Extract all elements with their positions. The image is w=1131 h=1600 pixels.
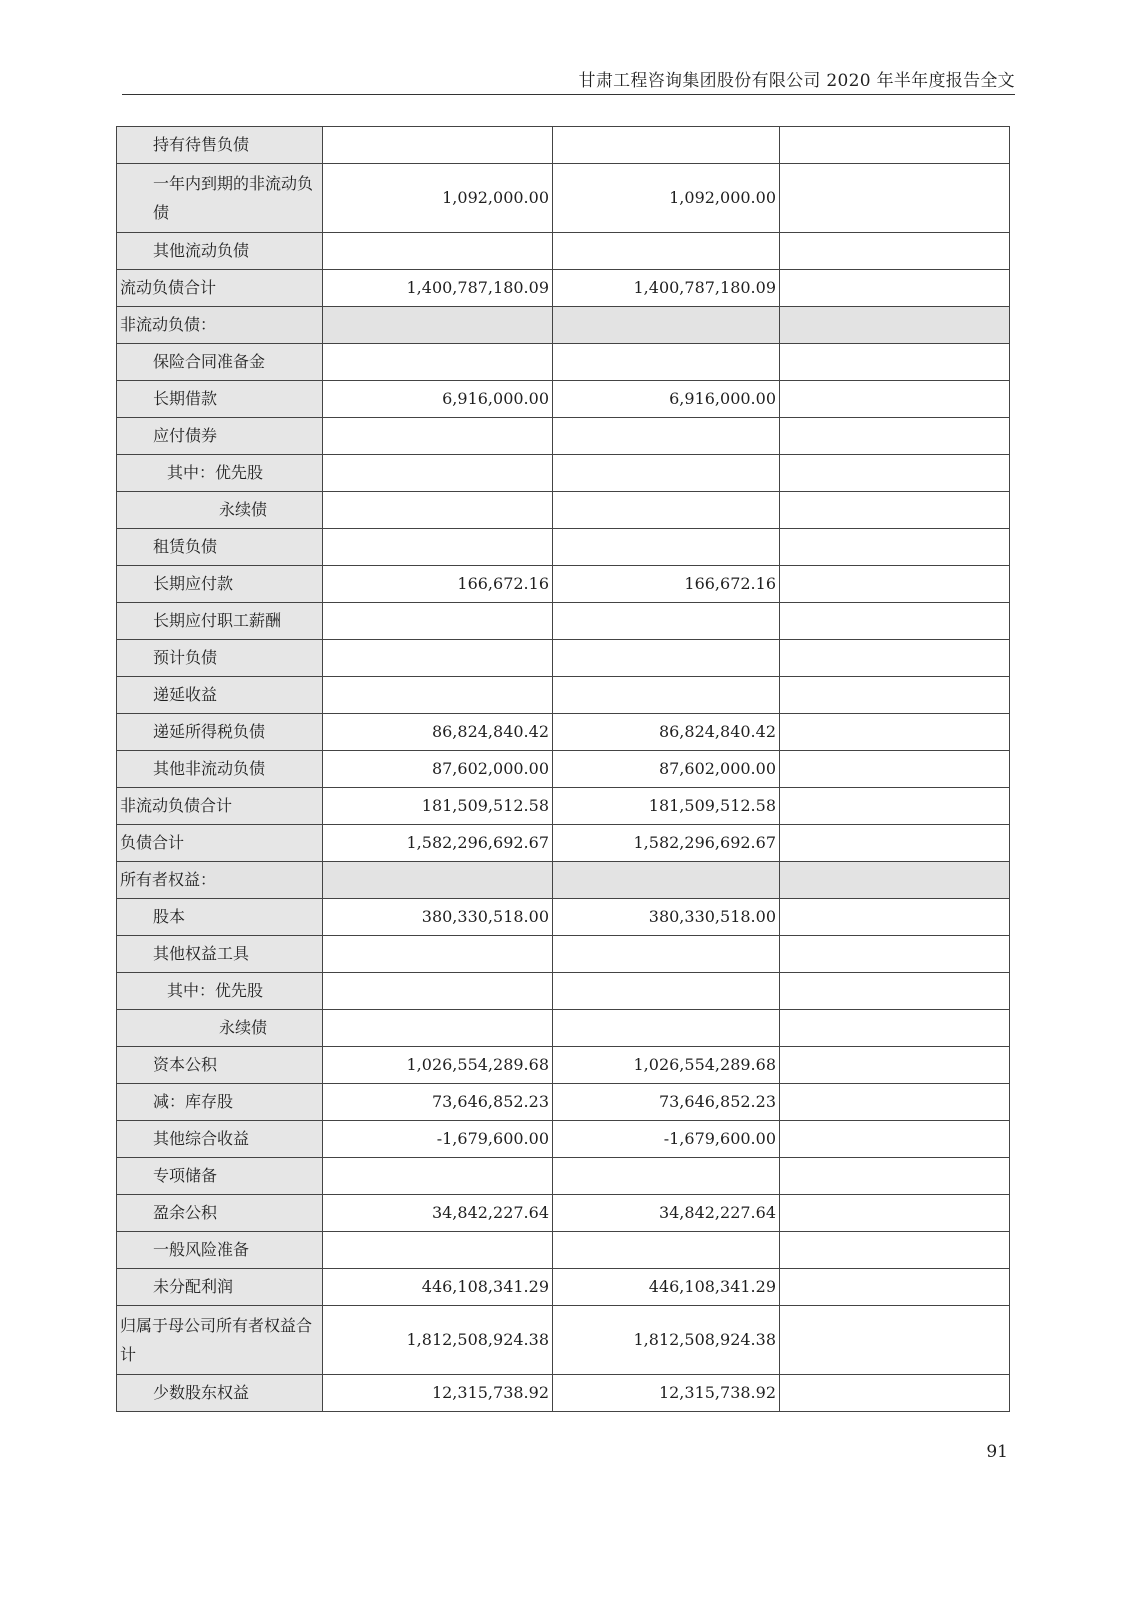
value-cell-period-start <box>553 307 780 344</box>
value-cell-adjustment <box>780 455 1010 492</box>
value-cell-adjustment <box>780 714 1010 751</box>
value-cell-period-start <box>553 455 780 492</box>
table-row <box>117 1269 1010 1306</box>
row-label: 专项储备 <box>117 1158 323 1195</box>
value-cell-period-start <box>553 492 780 529</box>
value-cell-adjustment <box>780 566 1010 603</box>
value-cell-period-start <box>553 233 780 270</box>
value-cell-period-start <box>553 1232 780 1269</box>
section-header-row <box>117 307 1010 344</box>
value-cell-adjustment <box>780 1084 1010 1121</box>
table-row <box>117 899 1010 936</box>
value-cell-period-start: 446,108,341.29 <box>553 1269 780 1306</box>
row-label: 其他综合收益 <box>117 1121 323 1158</box>
value-cell-period-end <box>323 1010 553 1047</box>
value-cell-period-end <box>323 640 553 677</box>
value-cell-period-end <box>323 1158 553 1195</box>
table-row <box>117 677 1010 714</box>
row-label: 非流动负债： <box>117 307 323 344</box>
value-cell-adjustment <box>780 418 1010 455</box>
value-cell-period-start <box>553 529 780 566</box>
value-cell-period-end <box>323 418 553 455</box>
value-cell-period-end <box>323 233 553 270</box>
value-cell-adjustment <box>780 899 1010 936</box>
row-label: 永续债 <box>117 1010 323 1047</box>
value-cell-period-start <box>553 127 780 164</box>
value-cell-adjustment <box>780 1269 1010 1306</box>
row-label: 保险合同准备金 <box>117 344 323 381</box>
value-cell-adjustment <box>780 1375 1010 1412</box>
value-cell-adjustment <box>780 492 1010 529</box>
value-cell-adjustment <box>780 788 1010 825</box>
value-cell-adjustment <box>780 825 1010 862</box>
table-row <box>117 1375 1010 1412</box>
balance-sheet-table <box>116 126 1010 1412</box>
row-label: 长期应付款 <box>117 566 323 603</box>
value-cell-period-start: 34,842,227.64 <box>553 1195 780 1232</box>
table-row <box>117 1084 1010 1121</box>
row-label: 资本公积 <box>117 1047 323 1084</box>
value-cell-period-end: 86,824,840.42 <box>323 714 553 751</box>
table-row <box>117 788 1010 825</box>
value-cell-period-start: 181,509,512.58 <box>553 788 780 825</box>
row-label: 长期借款 <box>117 381 323 418</box>
value-cell-period-start: 1,092,000.00 <box>553 164 780 233</box>
value-cell-period-end <box>323 1232 553 1269</box>
value-cell-adjustment <box>780 862 1010 899</box>
value-cell-adjustment <box>780 973 1010 1010</box>
value-cell-period-start: 12,315,738.92 <box>553 1375 780 1412</box>
value-cell-period-start: 1,582,296,692.67 <box>553 825 780 862</box>
row-label: 非流动负债合计 <box>117 788 323 825</box>
value-cell-period-end: 380,330,518.00 <box>323 899 553 936</box>
row-label: 盈余公积 <box>117 1195 323 1232</box>
table-row <box>117 127 1010 164</box>
row-label: 归属于母公司所有者权益合计 <box>117 1306 323 1375</box>
value-cell-period-start <box>553 344 780 381</box>
value-cell-adjustment <box>780 640 1010 677</box>
row-label: 其他流动负债 <box>117 233 323 270</box>
value-cell-adjustment <box>780 307 1010 344</box>
table-row <box>117 936 1010 973</box>
page-number: 91 <box>986 1442 1008 1462</box>
value-cell-period-end: 12,315,738.92 <box>323 1375 553 1412</box>
table-row <box>117 164 1010 233</box>
table-row <box>117 1010 1010 1047</box>
row-label: 递延收益 <box>117 677 323 714</box>
value-cell-adjustment <box>780 529 1010 566</box>
table-row <box>117 825 1010 862</box>
table-row <box>117 1121 1010 1158</box>
value-cell-period-end <box>323 127 553 164</box>
value-cell-period-end: 34,842,227.64 <box>323 1195 553 1232</box>
value-cell-adjustment <box>780 233 1010 270</box>
table-row <box>117 1306 1010 1375</box>
table-row <box>117 233 1010 270</box>
value-cell-period-start <box>553 603 780 640</box>
value-cell-period-start <box>553 973 780 1010</box>
header-divider <box>122 94 1015 95</box>
value-cell-period-end: 6,916,000.00 <box>323 381 553 418</box>
value-cell-period-start <box>553 936 780 973</box>
value-cell-period-start: 6,916,000.00 <box>553 381 780 418</box>
value-cell-period-start: -1,679,600.00 <box>553 1121 780 1158</box>
value-cell-adjustment <box>780 603 1010 640</box>
table-row <box>117 344 1010 381</box>
value-cell-adjustment <box>780 164 1010 233</box>
table-row <box>117 640 1010 677</box>
row-label: 所有者权益： <box>117 862 323 899</box>
value-cell-period-end: 1,026,554,289.68 <box>323 1047 553 1084</box>
value-cell-period-end: 166,672.16 <box>323 566 553 603</box>
value-cell-period-end: 446,108,341.29 <box>323 1269 553 1306</box>
value-cell-period-start: 1,812,508,924.38 <box>553 1306 780 1375</box>
table-row <box>117 455 1010 492</box>
value-cell-adjustment <box>780 936 1010 973</box>
value-cell-period-start <box>553 418 780 455</box>
value-cell-period-start: 87,602,000.00 <box>553 751 780 788</box>
value-cell-period-end <box>323 936 553 973</box>
value-cell-period-start: 166,672.16 <box>553 566 780 603</box>
table-row <box>117 270 1010 307</box>
row-label: 未分配利润 <box>117 1269 323 1306</box>
value-cell-period-end <box>323 862 553 899</box>
row-label: 其他权益工具 <box>117 936 323 973</box>
table-row <box>117 751 1010 788</box>
value-cell-adjustment <box>780 1158 1010 1195</box>
row-label: 流动负债合计 <box>117 270 323 307</box>
value-cell-adjustment <box>780 1195 1010 1232</box>
value-cell-period-end <box>323 455 553 492</box>
table-row <box>117 1195 1010 1232</box>
value-cell-period-start: 380,330,518.00 <box>553 899 780 936</box>
row-label: 减：库存股 <box>117 1084 323 1121</box>
value-cell-period-start <box>553 1158 780 1195</box>
row-label: 永续债 <box>117 492 323 529</box>
value-cell-period-start <box>553 862 780 899</box>
section-header-row <box>117 862 1010 899</box>
value-cell-period-end: 1,092,000.00 <box>323 164 553 233</box>
table-row <box>117 1158 1010 1195</box>
value-cell-adjustment <box>780 1306 1010 1375</box>
value-cell-period-end <box>323 603 553 640</box>
row-label: 其中：优先股 <box>117 455 323 492</box>
value-cell-period-end <box>323 529 553 566</box>
row-label: 少数股东权益 <box>117 1375 323 1412</box>
table-row <box>117 603 1010 640</box>
value-cell-adjustment <box>780 344 1010 381</box>
table-row <box>117 714 1010 751</box>
value-cell-period-end <box>323 973 553 1010</box>
row-label: 长期应付职工薪酬 <box>117 603 323 640</box>
value-cell-period-start: 1,026,554,289.68 <box>553 1047 780 1084</box>
balance-sheet-body <box>117 127 1010 1412</box>
row-label: 一般风险准备 <box>117 1232 323 1269</box>
value-cell-adjustment <box>780 1047 1010 1084</box>
table-row <box>117 1232 1010 1269</box>
value-cell-period-start <box>553 640 780 677</box>
value-cell-period-end: 1,812,508,924.38 <box>323 1306 553 1375</box>
value-cell-period-start: 86,824,840.42 <box>553 714 780 751</box>
row-label: 其中：优先股 <box>117 973 323 1010</box>
value-cell-period-end: -1,679,600.00 <box>323 1121 553 1158</box>
table-row <box>117 973 1010 1010</box>
value-cell-period-end: 87,602,000.00 <box>323 751 553 788</box>
table-row <box>117 566 1010 603</box>
table-row <box>117 418 1010 455</box>
row-label: 预计负债 <box>117 640 323 677</box>
value-cell-period-end <box>323 492 553 529</box>
value-cell-period-end <box>323 677 553 714</box>
value-cell-adjustment <box>780 1010 1010 1047</box>
row-label: 应付债券 <box>117 418 323 455</box>
value-cell-adjustment <box>780 381 1010 418</box>
value-cell-adjustment <box>780 677 1010 714</box>
table-row <box>117 529 1010 566</box>
value-cell-period-end: 181,509,512.58 <box>323 788 553 825</box>
row-label: 负债合计 <box>117 825 323 862</box>
table-row <box>117 1047 1010 1084</box>
value-cell-period-end <box>323 344 553 381</box>
row-label: 股本 <box>117 899 323 936</box>
row-label: 持有待售负债 <box>117 127 323 164</box>
row-label: 递延所得税负债 <box>117 714 323 751</box>
value-cell-period-end: 1,400,787,180.09 <box>323 270 553 307</box>
value-cell-period-end: 73,646,852.23 <box>323 1084 553 1121</box>
value-cell-period-end: 1,582,296,692.67 <box>323 825 553 862</box>
row-label: 其他非流动负债 <box>117 751 323 788</box>
value-cell-period-start <box>553 677 780 714</box>
value-cell-adjustment <box>780 270 1010 307</box>
value-cell-adjustment <box>780 751 1010 788</box>
table-row <box>117 492 1010 529</box>
value-cell-period-start <box>553 1010 780 1047</box>
row-label: 一年内到期的非流动负债 <box>117 164 323 233</box>
table-row <box>117 381 1010 418</box>
value-cell-adjustment <box>780 1232 1010 1269</box>
value-cell-period-start: 1,400,787,180.09 <box>553 270 780 307</box>
value-cell-adjustment <box>780 127 1010 164</box>
row-label: 租赁负债 <box>117 529 323 566</box>
value-cell-period-end <box>323 307 553 344</box>
report-header-title: 甘肃工程咨询集团股份有限公司 2020 年半年度报告全文 <box>578 71 1015 91</box>
value-cell-period-start: 73,646,852.23 <box>553 1084 780 1121</box>
value-cell-adjustment <box>780 1121 1010 1158</box>
